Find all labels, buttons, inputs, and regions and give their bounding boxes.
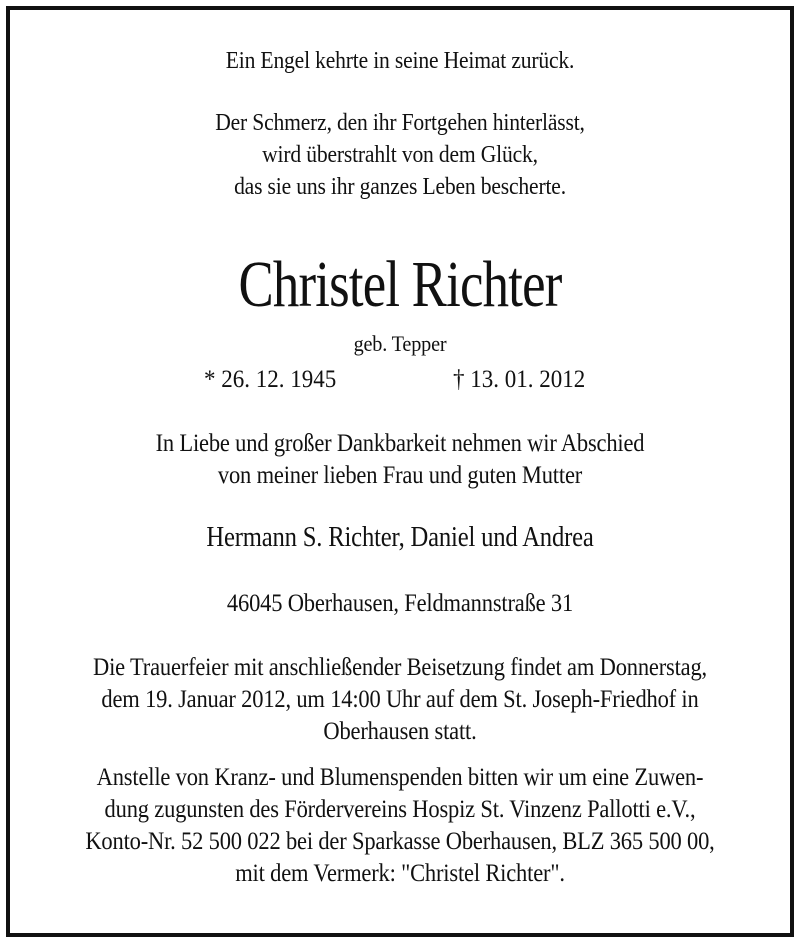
verse-line-2: Der Schmerz, den ihr Fortgehen hinterlässt, (215, 110, 585, 136)
donation-line-2: dung zugunsten des Fördervereins Hospiz St. Vinzenz Pallotti e.V., (104, 796, 696, 823)
funeral-line-1: Die Trauerfeier mit anschließender Beisetzung findet am Donnerstag, (93, 654, 707, 681)
donation-line-4: mit dem Vermerk: "Christel Richter". (235, 860, 565, 887)
funeral-line-2: dem 19. Januar 2012, um 14:00 Uhr auf dem St. Joseph-Friedhof in (101, 686, 699, 713)
deceased-name: Christel Richter (238, 248, 562, 321)
birth-date: * 26. 12. 1945 (204, 366, 337, 393)
verse-line-4: das sie uns ihr ganzes Leben bescherte. (234, 174, 566, 200)
address: 46045 Oberhausen, Feldmannstraße 31 (226, 590, 574, 617)
farewell-line-1: In Liebe und großer Dankbarkeit nehmen wir Abschied (155, 430, 645, 457)
dates-row (10, 366, 790, 396)
donation-line-1: Anstelle von Kranz- und Blumenspenden bitten wir um eine Zuwen- (96, 764, 704, 791)
obituary-notice (6, 6, 794, 937)
donation-line-3: Konto-Nr. 52 500 022 bei der Sparkasse Oberhausen, BLZ 365 500 00, (85, 828, 715, 855)
funeral-line-3: Oberhausen statt. (323, 718, 477, 745)
mourners: Hermann S. Richter, Daniel und Andrea (206, 522, 594, 553)
birth-name: geb. Tepper (353, 331, 447, 356)
death-date: † 13. 01. 2012 (453, 366, 586, 393)
farewell-line-2: von meiner lieben Frau und guten Mutter (217, 462, 583, 489)
verse-line-1: Ein Engel kehrte in seine Heimat zurück. (225, 48, 575, 74)
verse-line-3: wird überstrahlt von dem Glück, (262, 142, 538, 168)
